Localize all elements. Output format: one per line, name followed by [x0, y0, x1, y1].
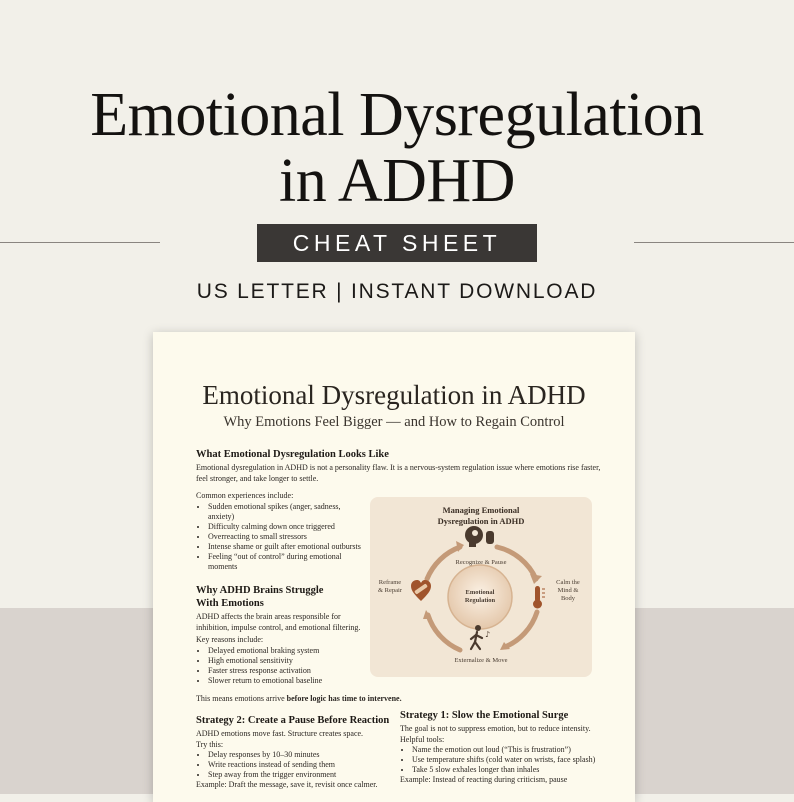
- sheet-title: Emotional Dysregulation in ADHD: [202, 380, 586, 410]
- step-label-line: & Repair: [377, 587, 402, 594]
- head-hand-icon: [465, 526, 494, 547]
- svg-text:♪: ♪: [485, 630, 491, 639]
- step-label-line: Calm the: [556, 579, 580, 586]
- list-item: • Intense shame or guilt after emotional outbursts: [208, 542, 364, 552]
- section-heading: What Emotional Dysregulation Looks Like: [196, 449, 389, 460]
- strategy-2: [196, 714, 396, 791]
- cheat-sheet-badge: CHEAT SHEET: [257, 224, 537, 262]
- hero-title-line1: Emotional Dysregulation: [90, 81, 704, 149]
- emotions-note: [196, 694, 596, 705]
- common-experiences: [196, 491, 364, 572]
- section-paragraph: Emotional dysregulation in ADHD is not a personality flaw. It is a nervous-system regulation issue where emotions rise faster, feel stronger, and take longer to settle.: [196, 463, 601, 483]
- strategy-paragraph: The goal is not to suppress emotion, but to reduce intensity.: [400, 724, 591, 733]
- list-item: • Delay responses by 10–30 minutes: [208, 750, 396, 760]
- list-lead: Common experiences include:: [196, 491, 294, 500]
- strategy-list: [400, 745, 600, 775]
- list-item: • Delayed emotional braking system: [208, 646, 366, 656]
- strategy-heading: Strategy 1: Slow the Emotional Surge: [400, 710, 569, 721]
- reasons-list: [196, 646, 366, 686]
- regulation-cycle-diagram: [370, 497, 592, 677]
- list-item: • Feeling “out of control” during emotional moments: [208, 552, 364, 572]
- divider-left: [0, 242, 160, 243]
- step-reframe-repair: [373, 579, 407, 595]
- arrowhead: [530, 574, 542, 584]
- list-lead: Try this:: [196, 739, 224, 749]
- strategy-example: Example: Instead of reacting during criticism, pause: [400, 775, 568, 784]
- step-label-line: Reframe: [378, 579, 402, 586]
- list-item: • Take 5 slow exhales longer than inhales: [412, 765, 600, 775]
- cycle-arrow: [505, 612, 537, 647]
- step-recognize-pause: Recognize & Pause: [455, 559, 507, 566]
- section-looks-like: [196, 448, 601, 484]
- list-item: • Write reactions instead of sending them: [208, 760, 396, 770]
- strategy-list: [196, 750, 396, 780]
- list-lead: Helpful tools:: [400, 734, 445, 744]
- step-label-line: Body: [560, 595, 576, 602]
- list-item: • Sudden emotional spikes (anger, sadness, anxiety): [208, 502, 364, 522]
- list-lead: Key reasons include:: [196, 635, 264, 644]
- arrowhead: [423, 610, 432, 619]
- center-label: [458, 589, 502, 605]
- thermometer-icon: [533, 586, 545, 609]
- step-label-line: Mind &: [557, 587, 579, 594]
- list-item: • Slower return to emotional baseline: [208, 676, 366, 686]
- note-bold-text: before logic has time to intervene.: [286, 694, 402, 703]
- step-calm-mind-body: [550, 579, 586, 603]
- divider-right: [634, 242, 794, 243]
- list-item: • Name the emotion out loud (“This is frustration”): [412, 745, 600, 755]
- heart-bandage-icon: [411, 580, 431, 601]
- cheat-sheet-preview: [153, 332, 635, 802]
- section-heading: Why ADHD Brains Struggle: [196, 585, 324, 596]
- diagram-title-line1: Managing Emotional: [442, 505, 520, 515]
- list-item: • Faster stress response activation: [208, 666, 366, 676]
- section-paragraph: ADHD affects the brain areas responsible for inhibition, impulse control, and emotional filtering.: [196, 612, 361, 632]
- center-label-line2: Regulation: [464, 597, 496, 604]
- section-why-adhd: [196, 584, 366, 686]
- step-externalize-move: Externalize & Move: [454, 657, 508, 664]
- list-item: • Step away from the trigger environment: [208, 770, 396, 780]
- sheet-subtitle: Why Emotions Feel Bigger — and How to Regain Control: [223, 414, 565, 430]
- list-item: • High emotional sensitivity: [208, 656, 366, 666]
- center-label-line1: Emotional: [465, 589, 495, 596]
- strategy-heading: Strategy 2: Create a Pause Before Reaction: [196, 715, 390, 726]
- experience-list: [196, 502, 364, 572]
- list-item: • Overreacting to small stressors: [208, 532, 364, 542]
- section-heading: With Emotions: [196, 598, 264, 609]
- strategy-example: Example: Draft the message, save it, revisit once calmer.: [196, 780, 378, 789]
- strategy-paragraph: ADHD emotions move fast. Structure creates space.: [196, 729, 364, 738]
- diagram-title-line2: Dysregulation in ADHD: [437, 516, 525, 526]
- list-item: • Use temperature shifts (cold water on wrists, face splash): [412, 755, 600, 765]
- note-text: This means emotions arrive: [196, 694, 287, 703]
- strategy-1: [400, 709, 600, 786]
- hero-title-line2: in ADHD: [279, 147, 515, 215]
- format-line: US LETTER | INSTANT DOWNLOAD: [196, 280, 598, 303]
- list-item: • Difficulty calming down once triggered: [208, 522, 364, 532]
- cycle-arrow: [428, 615, 460, 650]
